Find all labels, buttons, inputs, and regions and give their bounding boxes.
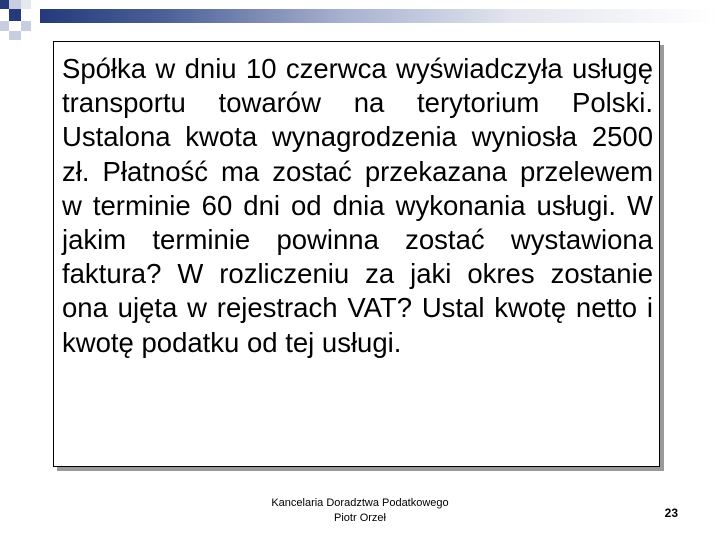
- deco-square: [9, 9, 21, 21]
- header-gradient-bar: [40, 9, 720, 23]
- deco-square: [0, 0, 9, 9]
- page-number: 23: [664, 506, 678, 520]
- deco-square: [0, 21, 9, 31]
- footer-firm-name: Kancelaria Doradztwa Podatkowego: [271, 497, 449, 509]
- exercise-text-box: [53, 41, 660, 467]
- deco-square: [9, 21, 21, 31]
- deco-square: [21, 0, 31, 9]
- deco-square: [9, 31, 21, 40]
- deco-square: [21, 9, 31, 21]
- header-decoration: [0, 0, 720, 40]
- footer-author: Piotr Orzeł: [334, 512, 386, 524]
- deco-square: [0, 9, 9, 21]
- deco-square: [9, 0, 21, 9]
- footer: [250, 496, 470, 526]
- deco-square: [21, 21, 31, 31]
- exercise-text: Spółka w dniu 10 czerwca wyświadczyła usługę transportu towarów na terytorium Polski. Ustalona kwota wynagrodzenia wyniosła 2500 zł. Płatność ma zostać przekazana przelewem w terminie 60 dni od dnia wykonania usługi. W jakim terminie powinna zostać wystawiona faktura? W rozliczeniu za jaki okres zostanie ona ujęta w rejestrach VAT? Ustal kwotę netto i kwotę podatku od tej usługi.: [62, 53, 653, 358]
